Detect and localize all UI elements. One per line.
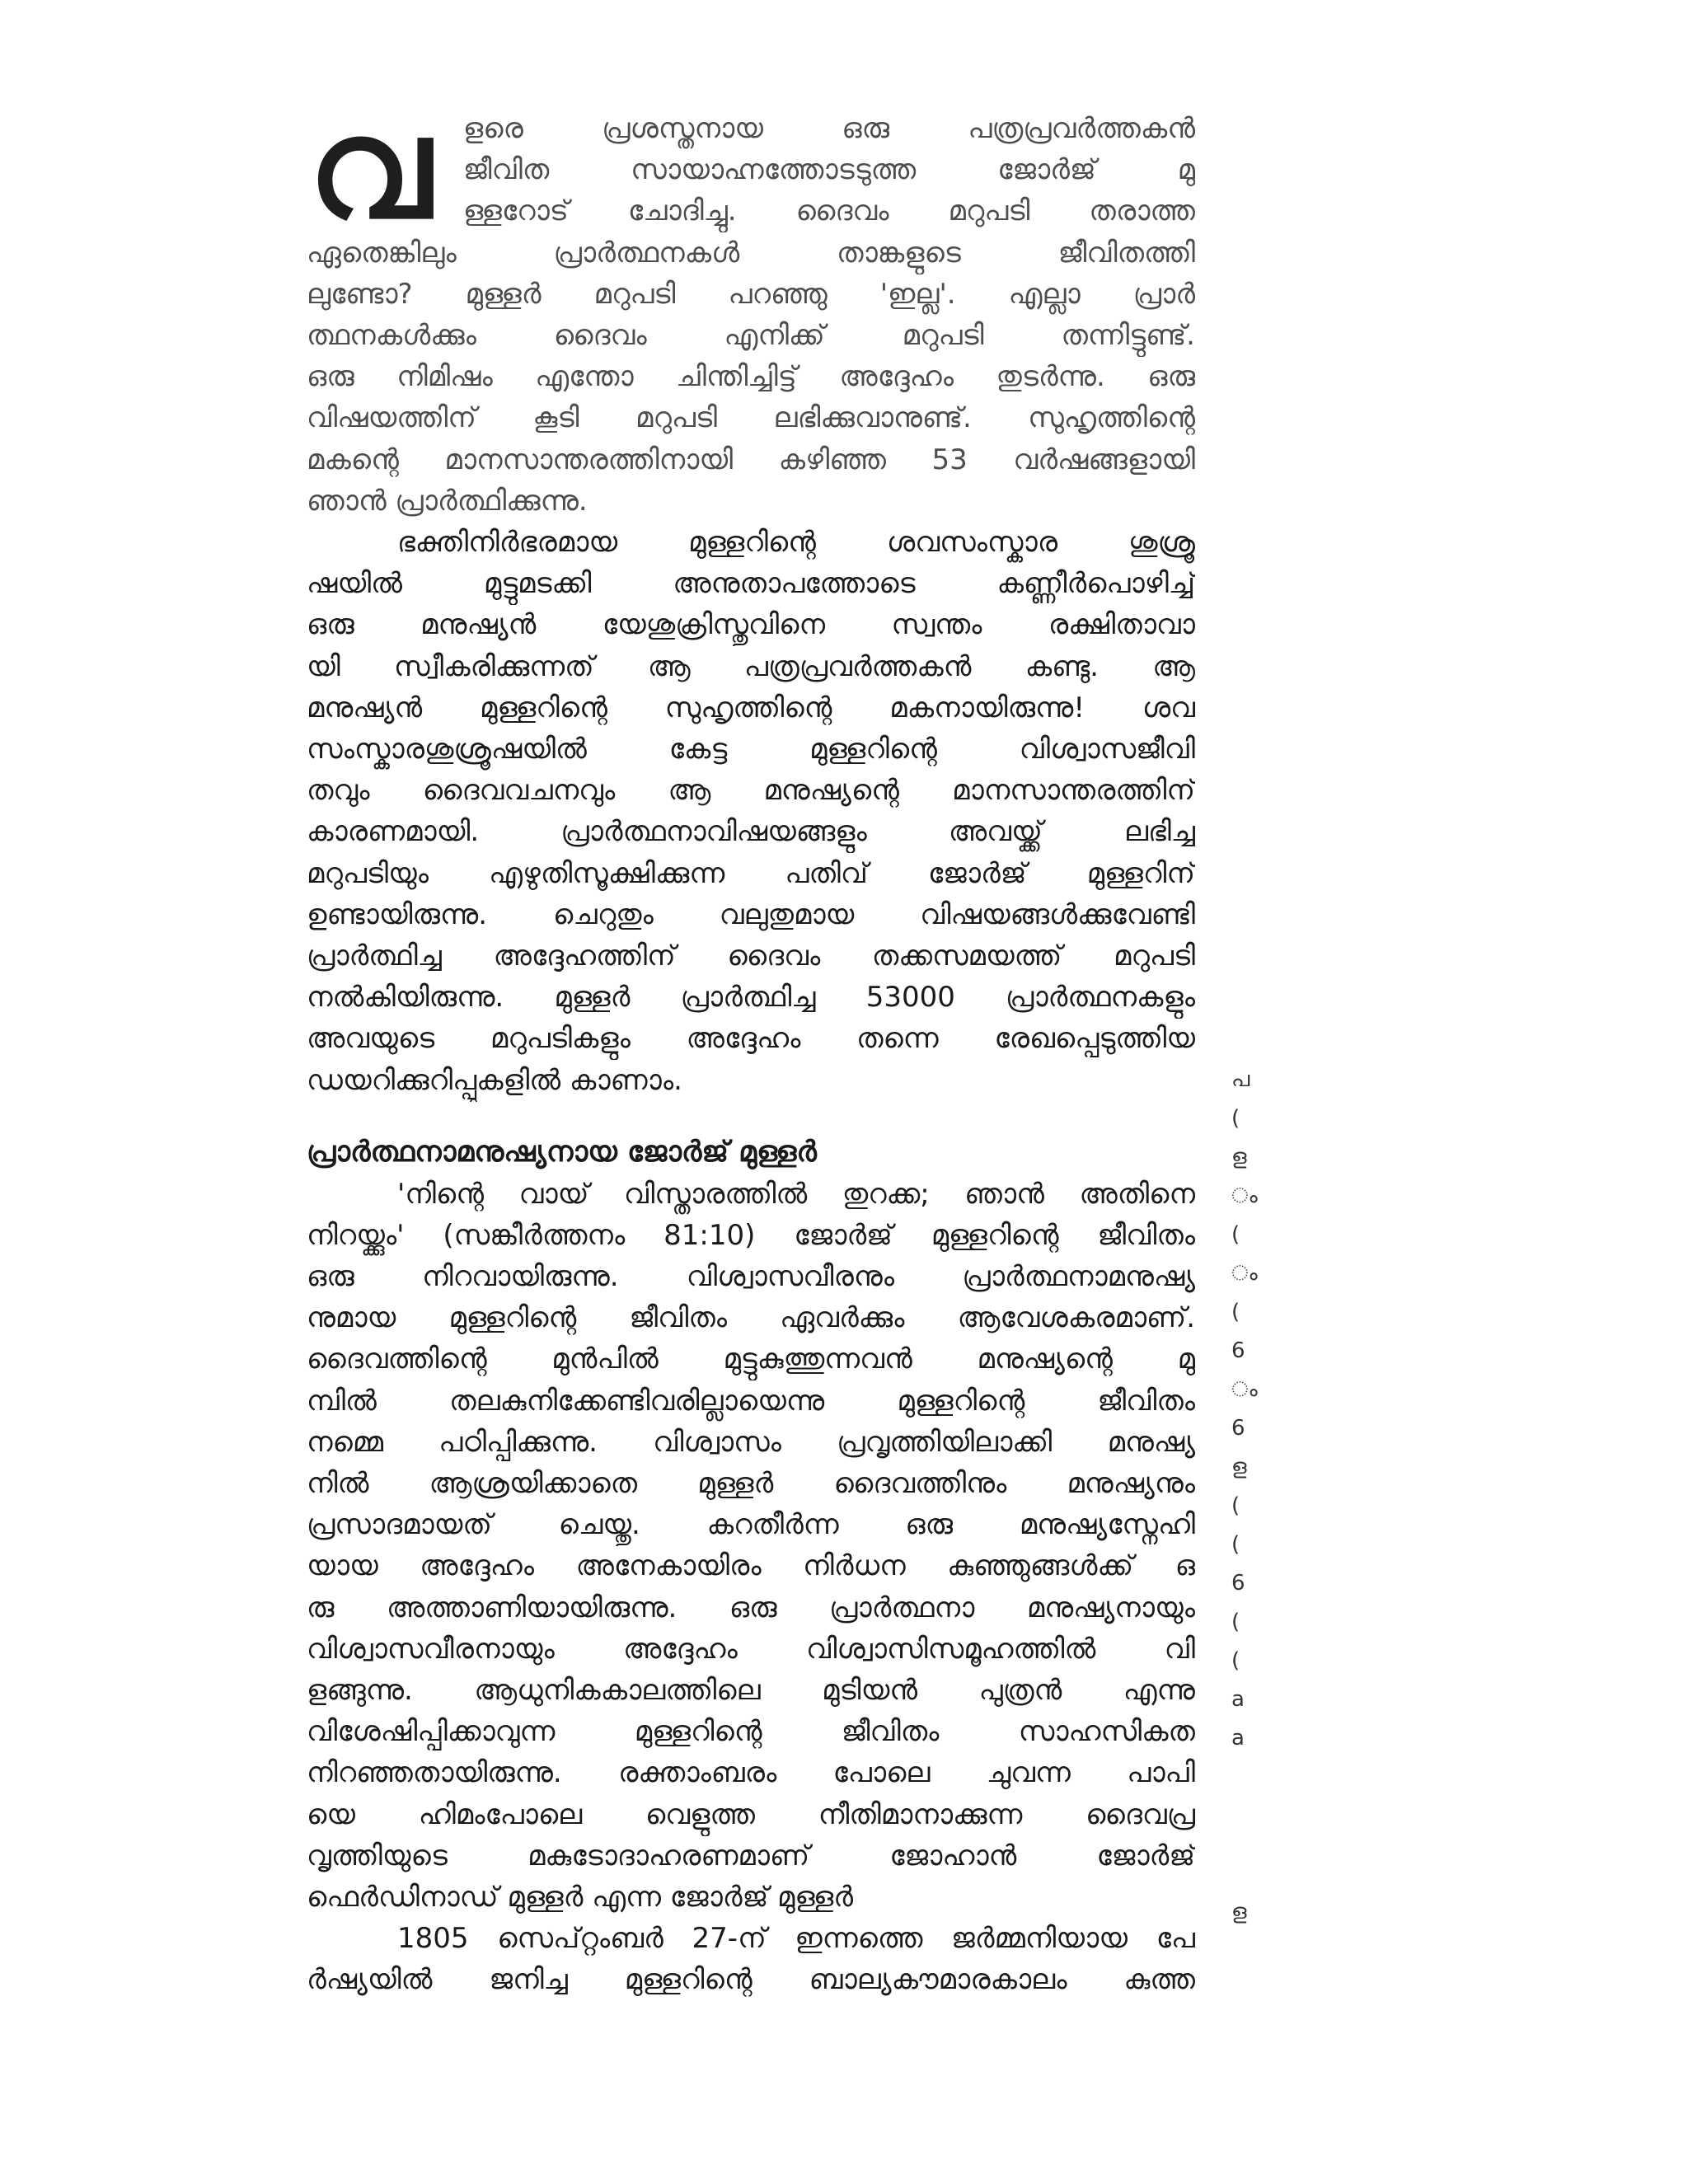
book-page — [307, 87, 1195, 2069]
paragraph-line: നുമായ മുള്ളറിന്റെ ജീവിതം ഏവർക്കും ആവേശകരമാണ്. — [307, 1301, 1195, 1335]
paragraph-line: യായ അദ്ദേഹം അനേകായിരം നിർധന കുഞ്ഞുങ്ങൾക്ക് ഒ — [307, 1549, 1195, 1583]
paragraph-line: അവയുടെ മറുപടികളും അദ്ദേഹം തന്നെ രേഖപ്പെടുത്തിയ — [307, 1022, 1195, 1056]
edge-glyph: ( — [1231, 1648, 1240, 1673]
paragraph-line: വിശ്വാസവീരനായും അദ്ദേഹം വിശ്വാസിസമൂഹത്തിൽ വി — [307, 1632, 1195, 1666]
edge-glyph: 6 — [1231, 1571, 1245, 1596]
paragraph-line: വൃത്തിയുടെ മകുടോദാഹരണമാണ് ജോഹാൻ ജോർജ് — [307, 1839, 1195, 1872]
intro-line: ളരെ പ്രശസ്തനായ ഒരു പത്രപ്രവർത്തകൻ — [463, 112, 1195, 145]
paragraph-line: നമ്മെ പഠിപ്പിക്കുന്നു. വിശ്വാസം പ്രവൃത്തിയിലാക്കി മനുഷ്യ — [307, 1425, 1195, 1459]
edge-glyph: ം — [1231, 1183, 1258, 1208]
paragraph-line: മറുപടിയും എഴുതിസൂക്ഷിക്കുന്ന പതിവ് ജോർജ് മുള്ളറിന് — [307, 856, 1195, 890]
edge-glyph: ( — [1231, 1222, 1240, 1247]
paragraph-line: യെ ഹിമംപോലെ വെളുത്ത നീതിമാനാക്കുന്ന ദൈവപ്ര — [307, 1797, 1195, 1831]
section-heading: പ്രാർത്ഥനാമനുഷ്യനായ ജോർജ് മുള്ളർ — [307, 1136, 817, 1169]
edge-glyph: ( — [1231, 1610, 1240, 1634]
paragraph-line: ഭക്തിനിർഭരമായ മുള്ളറിന്റെ ശവസംസ്കാര ശുശ്രൂ — [397, 526, 1195, 559]
paragraph-line: 'നിന്റെ വായ് വിസ്താരത്തിൽ തുറക്ക; ഞാൻ അതിനെ — [397, 1177, 1195, 1211]
paragraph-line: നൽകിയിരുന്നു. മുള്ളർ പ്രാർത്ഥിച്ച 53000 പ്രാർത്ഥനകളും — [307, 981, 1195, 1015]
intro-line: മകന്റെ മാനസാന്തരത്തിനായി കഴിഞ്ഞ 53 വർഷങ്ങളായി — [307, 443, 1195, 476]
edge-glyph: ( — [1231, 1493, 1240, 1518]
paragraph-line: നിറയ്ക്കും' (സങ്കീർത്തനം 81:10) ജോർജ് മുള്ളറിന്റെ ജീവിതം — [307, 1218, 1195, 1252]
edge-glyph: ം — [1231, 1377, 1258, 1402]
paragraph-line: നിൽ ആശ്രയിക്കാതെ മുള്ളർ ദൈവത്തിനും മനുഷ്യനും — [307, 1467, 1195, 1501]
edge-glyph: 6 — [1231, 1416, 1245, 1441]
edge-glyph: 6 — [1231, 1338, 1245, 1363]
edge-glyph: ള — [1231, 1455, 1247, 1479]
paragraph-line: വിശേഷിപ്പിക്കാവുന്ന മുള്ളറിന്റെ ജീവിതം സാഹസികത — [307, 1715, 1195, 1749]
paragraph-line: നിറഞ്ഞതായിരുന്നു. രക്താംബരം പോലെ ചുവന്ന പാപി — [307, 1756, 1195, 1790]
intro-line: ലുണ്ടോ? മുള്ളർ മറുപടി പറഞ്ഞു 'ഇല്ല'. എല്ലാ പ്രാർ — [307, 277, 1195, 311]
intro-line: ഒരു നിമിഷം എന്തോ ചിന്തിച്ചിട്ട് അദ്ദേഹം തുടർന്നു. ഒരു — [307, 360, 1195, 394]
edge-glyph: ( — [1231, 1532, 1240, 1557]
edge-glyph: ം — [1231, 1261, 1258, 1286]
paragraph-line: ഫെർഡിനാഡ് മുള്ളർ എന്ന ജോർജ് മുള്ളർ — [307, 1881, 854, 1915]
paragraph-line: തവും ദൈവവചനവും ആ മനുഷ്യന്റെ മാനസാന്തരത്തിന് — [307, 774, 1195, 808]
paragraph-line: മനുഷ്യൻ മുള്ളറിന്റെ സുഹൃത്തിന്റെ മകനായിരുന്നു! ശവ — [307, 691, 1195, 724]
intro-line: ഏതെങ്കിലും പ്രാർത്ഥനകൾ താങ്കളുടെ ജീവിതത്തി — [307, 236, 1195, 269]
paragraph-line: ളങ്ങുന്നു. ആധുനികകാലത്തിലെ മുടിയൻ പുത്രൻ എന്നു — [307, 1674, 1195, 1708]
edge-glyph: ( — [1231, 1106, 1240, 1131]
paragraph-line: മ്പിൽ തലകുനിക്കേണ്ടിവരില്ലായെന്നു മുള്ളറിന്റെ ജീവിതം — [307, 1384, 1195, 1418]
paragraph-line: ഒരു മനുഷ്യൻ യേശുക്രിസ്തുവിനെ സ്വന്തം രക്ഷിതാവാ — [307, 608, 1195, 642]
paragraph-line: ഉണ്ടായിരുന്നു. ചെറുതും വലുതുമായ വിഷയങ്ങൾക്കുവേണ്ടി — [307, 898, 1195, 931]
edge-glyph: ള — [1231, 1145, 1247, 1169]
intro-line: വിഷയത്തിന് കൂടി മറുപടി ലഭിക്കുവാനുണ്ട്. സുഹൃത്തിന്റെ — [307, 401, 1195, 435]
paragraph-line: ദൈവത്തിന്റെ മുൻപിൽ മുട്ടുകുത്തുന്നവൻ മനുഷ്യന്റെ മു — [307, 1343, 1195, 1376]
paragraph-line: കാരണമായി. പ്രാർത്ഥനാവിഷയങ്ങളും അവയ്ക്ക് ലഭിച്ച — [307, 815, 1195, 849]
paragraph-line: യി സ്വീകരിക്കുന്നത് ആ പത്രപ്രവർത്തകൻ കണ്ടു. ആ — [307, 649, 1195, 683]
paragraph-line: ഒരു നിറവായിരുന്നു. വിശ്വാസവീരനും പ്രാർത്ഥനാമനുഷ്യ — [307, 1260, 1195, 1294]
paragraph-line: പ്രസാദമായത് ചെയ്തു. കറതീർന്ന ഒരു മനുഷ്യസ്നേഹി — [307, 1508, 1195, 1542]
drop-cap: വ — [308, 87, 429, 251]
paragraph-line: ർഷ്യയിൽ ജനിച്ച മുള്ളറിന്റെ ബാല്യകൗമാരകാലം കുത്ത — [307, 1963, 1195, 1997]
paragraph-line: 1805 സെപ്റ്റംബർ 27-ന് ഇന്നത്തെ ജർമ്മനിയായ പേ — [397, 1922, 1195, 1956]
paragraph-line: പ്രാർത്ഥിച്ച അദ്ദേഹത്തിന് ദൈവം തക്കസമയത്ത് മറുപടി — [307, 940, 1195, 972]
edge-glyph: a — [1231, 1726, 1245, 1750]
edge-glyph: a — [1231, 1687, 1245, 1712]
paragraph-line: ഷയിൽ മുട്ടുമടക്കി അനുതാപത്തോടെ കണ്ണീർപൊഴിച്ച് — [307, 567, 1195, 601]
edge-glyph: പ — [1231, 1067, 1250, 1092]
intro-line: ള്ളറോട് ചോദിച്ചു. ദൈവം മറുപടി തരാത്ത — [463, 194, 1195, 228]
edge-glyph: ( — [1231, 1300, 1240, 1324]
paragraph-line: സംസ്കാരശുശ്രൂഷയിൽ കേട്ട മുള്ളറിന്റെ വിശ്വാസജീവി — [307, 733, 1195, 766]
intro-line: ത്ഥനകൾക്കും ദൈവം എനിക്ക് മറുപടി തന്നിട്ടുണ്ട്. — [307, 319, 1195, 352]
edge-glyph: ള — [1231, 1900, 1247, 1924]
paragraph-line: രു അത്താണിയായിരുന്നു. ഒരു പ്രാർത്ഥനാ മനുഷ്യനായും — [307, 1591, 1195, 1624]
intro-line: ഞാൻ പ്രാർത്ഥിക്കുന്നു. — [307, 484, 588, 518]
paragraph-line: ഡയറിക്കുറിപ്പുകളിൽ കാണാം. — [307, 1063, 682, 1097]
intro-line: ജീവിത സായാഹ്നത്തോടടുത്ത ജോർജ് മു — [463, 153, 1195, 187]
